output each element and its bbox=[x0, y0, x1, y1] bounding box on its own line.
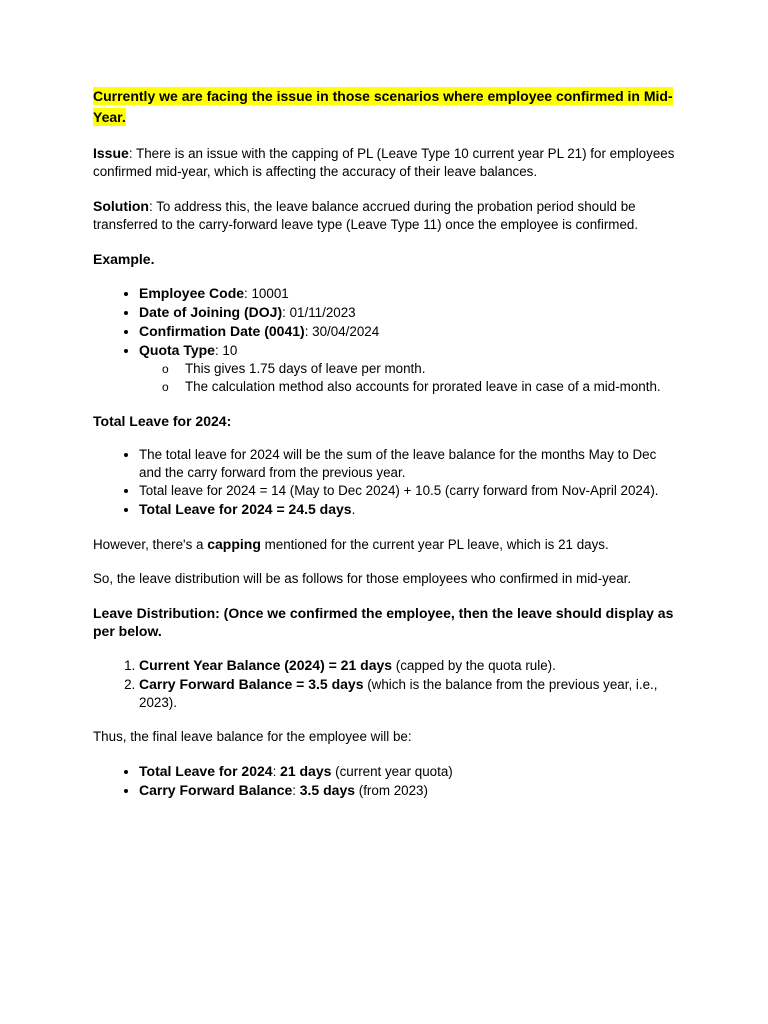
item-separator: : bbox=[214, 343, 223, 358]
list-item: • The total leave for 2024 will be the sum of the leave balance for the months May to Dec and the carry forward from the previous year. bbox=[139, 446, 678, 482]
item-bold: Carry Forward Balance = 3.5 days bbox=[139, 676, 364, 692]
issue-paragraph bbox=[93, 144, 678, 181]
sub-bullet-icon: o bbox=[162, 362, 169, 376]
item-label: Confirmation Date (0041) bbox=[139, 323, 305, 339]
distribution-intro: So, the leave distribution will be as follows for those employees who confirmed in mid-year. bbox=[93, 571, 632, 586]
capping-post: mentioned for the current year PL leave, which is 21 days. bbox=[260, 537, 609, 552]
solution-text: : To address this, the leave balance accrued during the probation period should be transferred to the carry-forward leave type (Leave Type 11) once the employee is confirmed. bbox=[93, 199, 639, 232]
item-value: 10001 bbox=[251, 286, 289, 301]
item-tail: . bbox=[351, 502, 356, 517]
item-text: (from 2023) bbox=[355, 783, 428, 798]
list-item bbox=[139, 303, 678, 322]
list-item bbox=[139, 762, 678, 781]
headline-paragraph bbox=[93, 86, 678, 128]
item-value: 3.5 days bbox=[299, 782, 356, 798]
item-label: Total Leave for 2024 bbox=[139, 763, 273, 779]
final-balance-list bbox=[93, 762, 678, 800]
issue-label: Issue bbox=[93, 145, 129, 161]
example-heading: Example. bbox=[93, 251, 155, 267]
solution-label: Solution bbox=[93, 198, 149, 214]
list-item bbox=[139, 341, 678, 396]
item-text: (which is the balance from the previous year, i.e., 2023). bbox=[139, 677, 658, 710]
item-value: 01/11/2023 bbox=[289, 305, 356, 320]
item-value: 21 days bbox=[280, 763, 332, 779]
item-separator: : bbox=[292, 783, 300, 798]
item-label: Date of Joining (DOJ) bbox=[139, 304, 283, 320]
item-separator: : bbox=[304, 324, 313, 339]
list-item bbox=[139, 781, 678, 800]
final-intro: Thus, the final leave balance for the employee will be: bbox=[93, 729, 412, 744]
item-separator: : bbox=[244, 286, 252, 301]
capping-pre: However, there's a bbox=[93, 537, 208, 552]
item-text: (capped by the quota rule). bbox=[392, 658, 556, 673]
item-label: Carry Forward Balance bbox=[139, 782, 293, 798]
item-value: 10 bbox=[222, 343, 238, 358]
sub-bullet-icon: o bbox=[162, 380, 169, 394]
solution-paragraph bbox=[93, 197, 678, 234]
list-item bbox=[139, 675, 678, 712]
list-item bbox=[139, 322, 678, 341]
total-leave-list bbox=[93, 446, 678, 519]
item-separator: : bbox=[282, 305, 290, 320]
capping-bold: capping bbox=[207, 536, 261, 552]
item-label: Quota Type bbox=[139, 342, 215, 358]
capping-paragraph bbox=[93, 535, 678, 554]
item-bold: Current Year Balance (2024) = 21 days bbox=[139, 657, 393, 673]
list-item: • Total leave for 2024 = 14 (May to Dec 2024) + 10.5 (carry forward from Nov-April 2024). bbox=[139, 482, 678, 500]
sub-item-text: The calculation method also accounts for prorated leave in case of a mid-month. bbox=[185, 379, 661, 394]
sub-list bbox=[139, 360, 678, 396]
distribution-list bbox=[93, 656, 678, 712]
sub-list-item bbox=[162, 378, 678, 396]
total-leave-result: Total Leave for 2024 = 24.5 days bbox=[139, 501, 352, 517]
example-list bbox=[93, 284, 678, 396]
item-text: (current year quota) bbox=[331, 764, 453, 779]
item-value: 30/04/2024 bbox=[312, 324, 380, 339]
list-item bbox=[139, 500, 678, 519]
distribution-heading: Leave Distribution: (Once we confirmed the employee, then the leave should display as per below. bbox=[93, 605, 674, 639]
sub-item-text: This gives 1.75 days of leave per month. bbox=[185, 361, 426, 376]
list-item bbox=[139, 656, 678, 675]
sub-list-item bbox=[162, 360, 678, 378]
list-item bbox=[139, 284, 678, 303]
item-label: Employee Code bbox=[139, 285, 245, 301]
total-leave-heading: Total Leave for 2024: bbox=[93, 413, 232, 429]
item-separator: : bbox=[272, 764, 281, 779]
issue-text: : There is an issue with the capping of PL (Leave Type 10 current year PL 21) for employees confirmed mid-year, which is affecting the accuracy of their leave balances. bbox=[93, 146, 675, 179]
highlighted-headline: Currently we are facing the issue in those scenarios where employee confirmed in Mid-Year. bbox=[93, 88, 673, 125]
